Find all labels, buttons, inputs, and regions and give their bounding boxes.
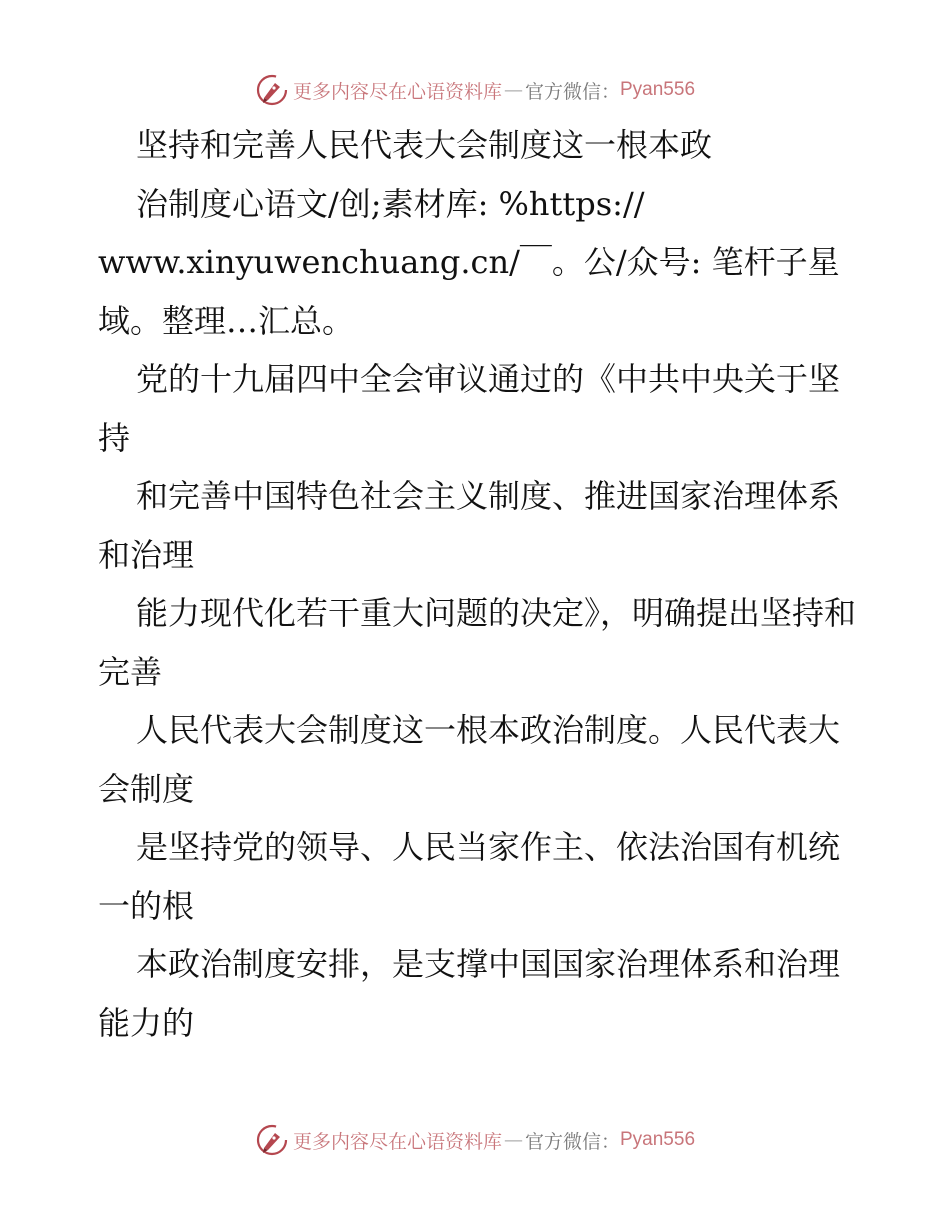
paragraph: 能力现代化若干重大问题的决定》，明确提出坚持和完善: [98, 594, 857, 691]
paragraph: 本政治制度安排，是支撑中国国家治理体系和治理能力的: [98, 945, 841, 1042]
footer-wechat-label: 官方微信：: [524, 1130, 620, 1153]
paragraph: 治制度心语文/创;素材库: %https://: [136, 184, 645, 223]
footer-banner: [0, 1120, 950, 1160]
paragraph: www.xinyuwenchuang.cn/￣。公/众号: 笔杆子星域。整理…汇总。: [98, 243, 840, 340]
pen-nib-icon: [255, 73, 289, 107]
footer-brand-text: 更多内容尽在心语资料库: [292, 1130, 502, 1153]
paragraph: 是坚持党的领导、人民当家作主、依法治国有机统一的根: [98, 828, 841, 925]
footer-wechat-id: Pyan556: [620, 1129, 696, 1150]
paragraph: 人民代表大会制度这一根本政治制度。人民代表大会制度: [98, 711, 841, 808]
header-separator: —: [503, 79, 523, 101]
header-wechat-label: 官方微信：: [524, 80, 620, 103]
header-banner: [0, 70, 950, 110]
header-brand-text: 更多内容尽在心语资料库: [292, 80, 502, 103]
footer-separator: —: [503, 1129, 523, 1151]
pen-nib-icon: [255, 1123, 289, 1157]
paragraph: 坚持和完善人民代表大会制度这一根本政: [136, 126, 713, 164]
paragraph: 党的十九届四中全会审议通过的《中共中央关于坚持: [98, 360, 841, 457]
paragraph: 和完善中国特色社会主义制度、推进国家治理体系和治理: [98, 477, 841, 574]
document-body: [98, 116, 858, 1052]
header-wechat-id: Pyan556: [620, 79, 696, 100]
